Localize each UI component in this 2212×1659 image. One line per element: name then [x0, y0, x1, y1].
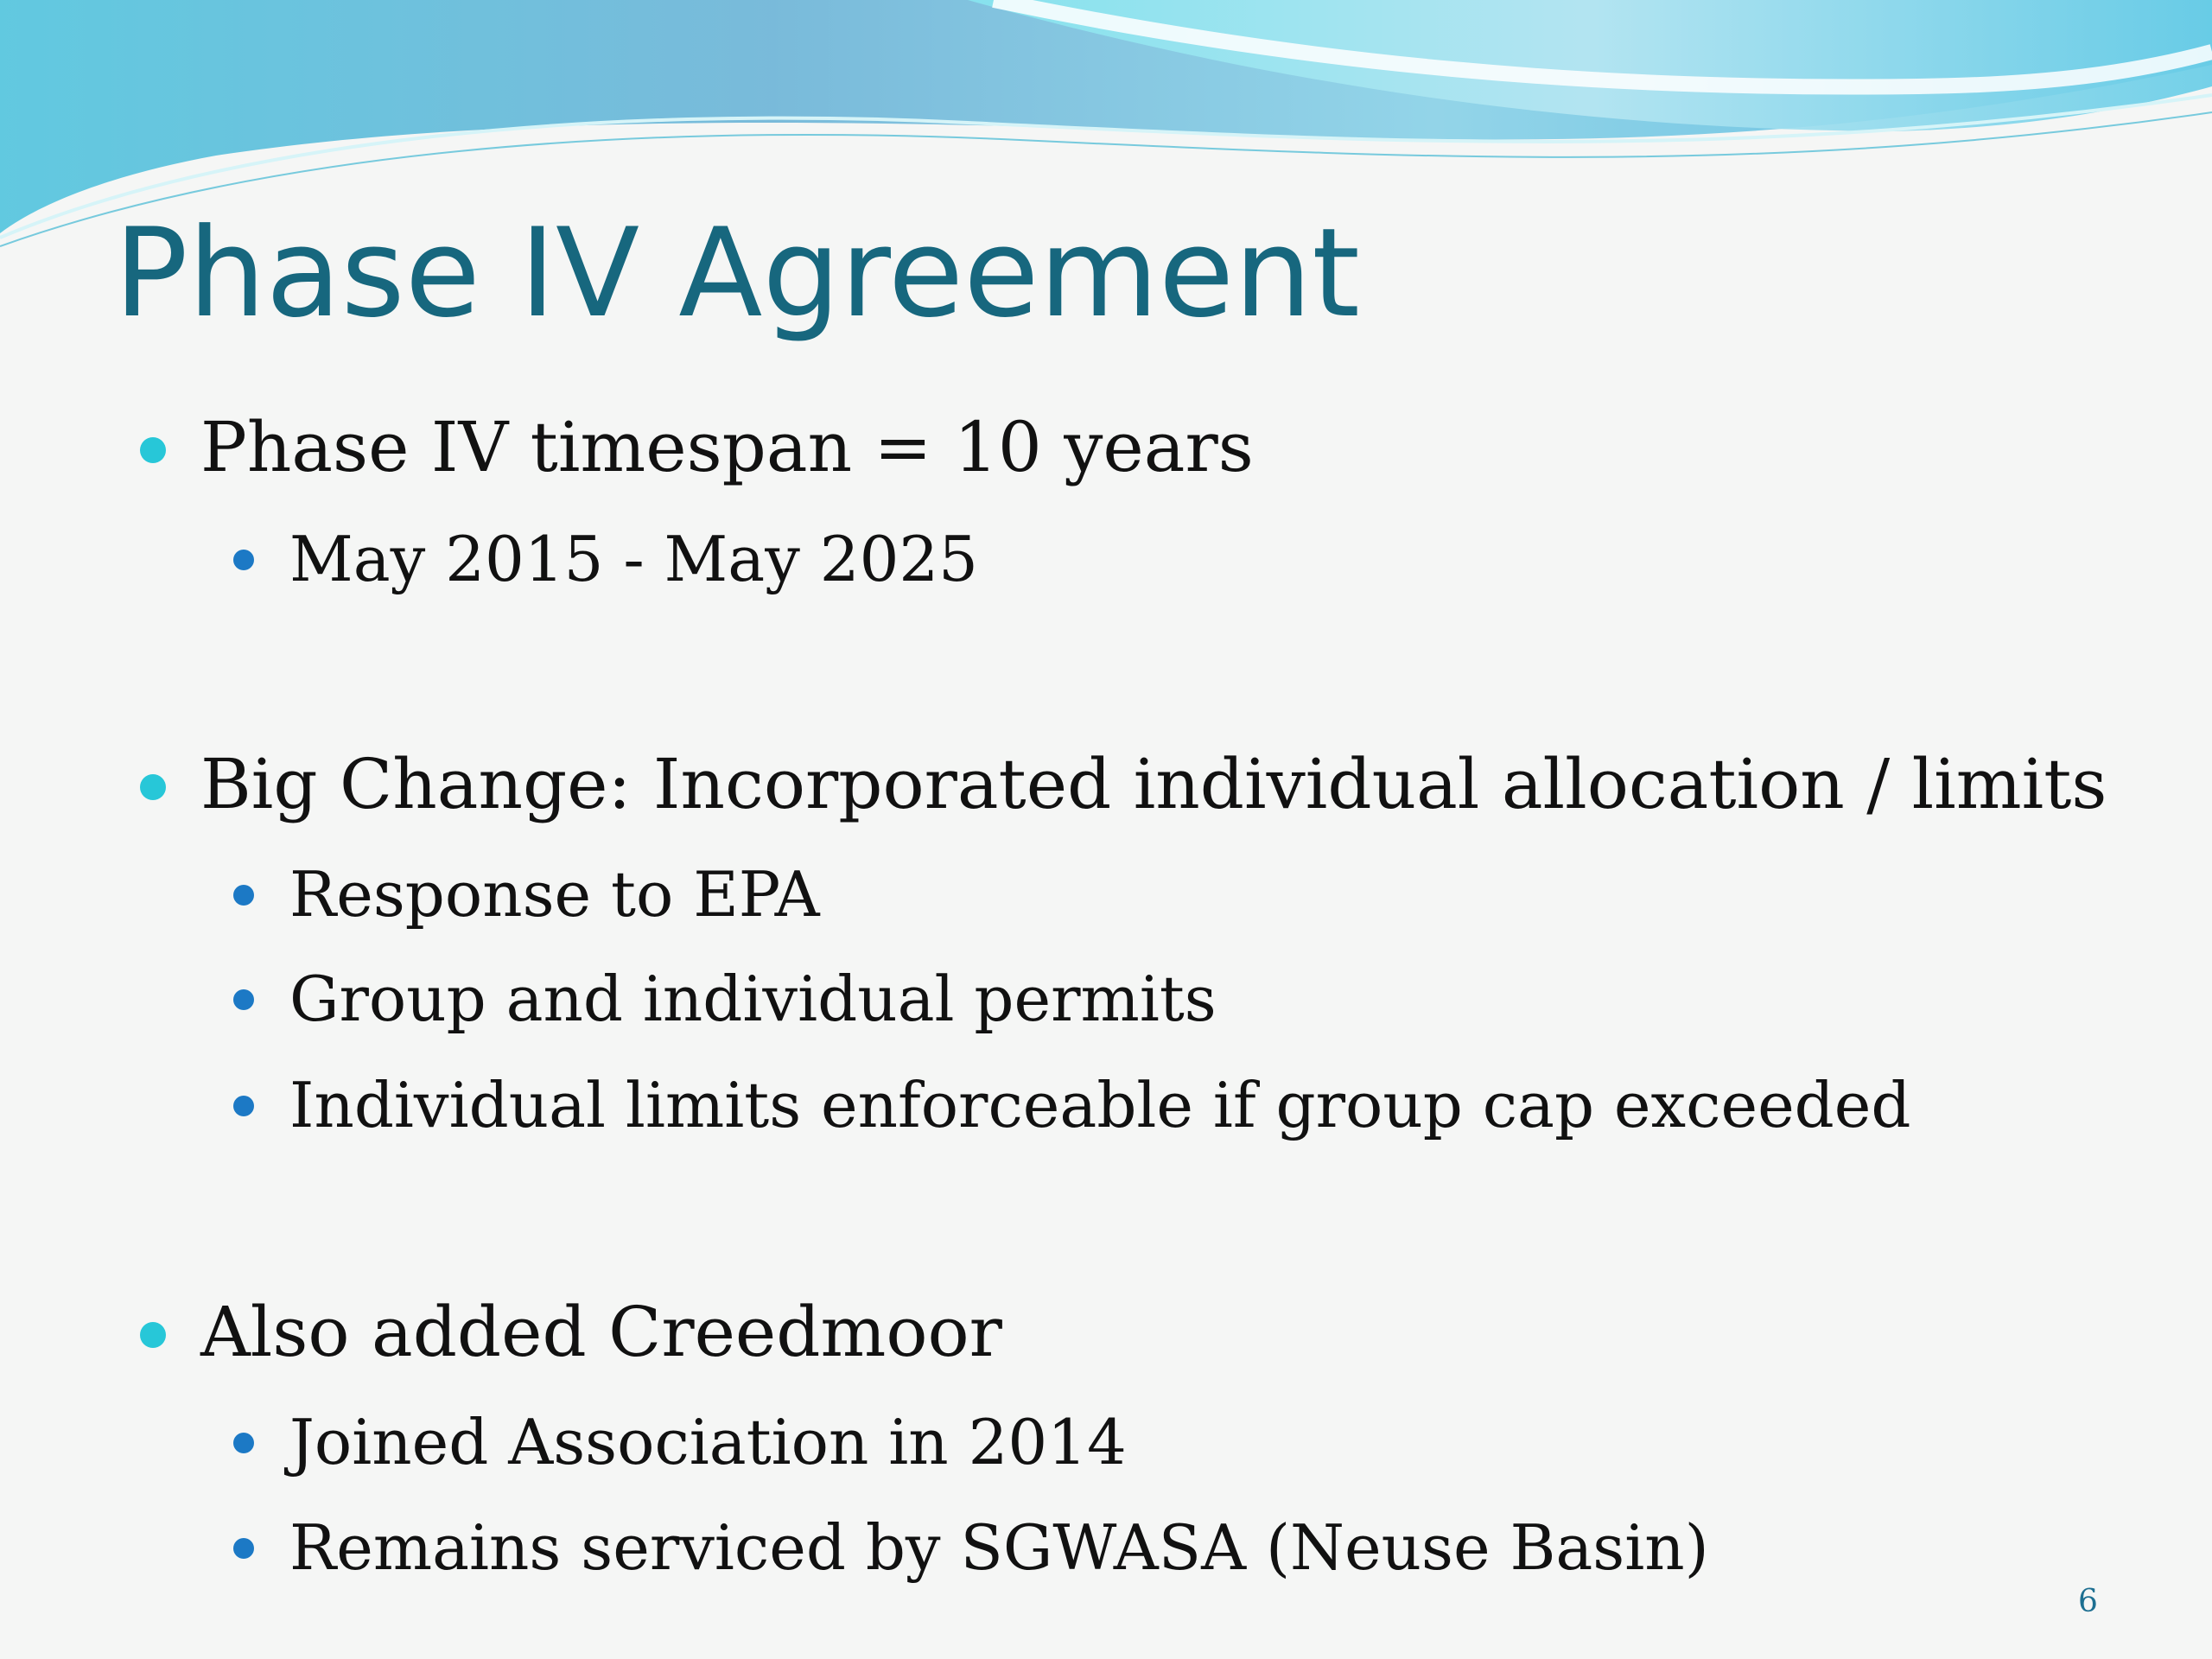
sub-bullet-sgwasa-service: [289, 1507, 1709, 1588]
bullet-phase-timespan: [200, 404, 1254, 491]
sub-bullet-dot-icon: [233, 989, 254, 1010]
sub-bullet-text: Group and individual permits: [289, 963, 1217, 1035]
sub-bullet-text: May 2015 - May 2025: [289, 523, 978, 595]
sub-bullet-dot-icon: [233, 1096, 254, 1116]
sub-bullet-permits: [289, 958, 1217, 1039]
sub-bullet-text: Individual limits enforceable if group cap exceeded: [289, 1069, 1911, 1141]
bullet-text: Phase IV timespan = 10 years: [200, 407, 1254, 487]
sub-bullet-dot-icon: [233, 1433, 254, 1453]
sub-bullet-joined-association: [289, 1402, 1127, 1483]
slide-title: Phase IV Agreement: [114, 202, 1360, 345]
bullet-dot-icon: [140, 774, 166, 800]
sub-bullet-text: Joined Association in 2014: [289, 1406, 1127, 1478]
bullet-dot-icon: [140, 1322, 166, 1348]
sub-bullet-text: Remains serviced by SGWASA (Neuse Basin): [289, 1511, 1709, 1584]
bullet-creedmoor: [200, 1289, 1002, 1376]
bullet-big-change: [200, 741, 2107, 828]
sub-bullet-dot-icon: [233, 1538, 254, 1559]
sub-bullet-dot-icon: [233, 885, 254, 906]
bullet-text: Also added Creedmoor: [200, 1292, 1002, 1372]
sub-bullet-epa-response: [289, 854, 820, 935]
slide-page-number: 6: [2078, 1584, 2098, 1619]
bullet-dot-icon: [140, 437, 166, 463]
sub-bullet-enforceable-limits: [289, 1065, 1910, 1146]
sub-bullet-dot-icon: [233, 550, 254, 570]
sub-bullet-text: Response to EPA: [289, 858, 820, 931]
bullet-text: Big Change: Incorporated individual allocation / limits: [200, 744, 2107, 824]
sub-bullet-date-range: [289, 518, 978, 600]
